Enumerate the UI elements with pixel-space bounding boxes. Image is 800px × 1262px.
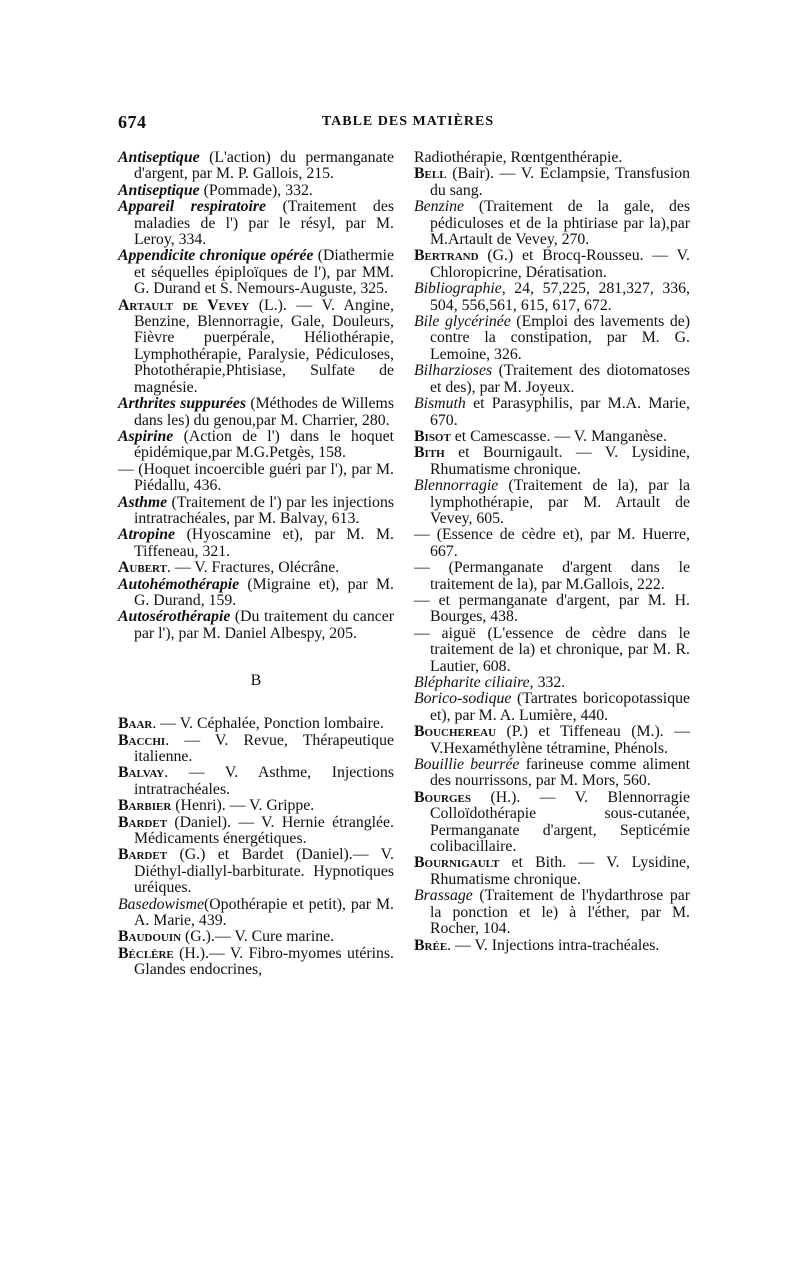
entry-text: — (Permanganate d'argent dans le traitement de la), par M.Gallois, 222. (414, 559, 690, 593)
entry-text: (Pommade), 332. (199, 181, 313, 199)
entry-text: et Bith. — V. Lysidine, Rhumatisme chronique. (430, 854, 690, 888)
running-title: TABLE DES MATIÈRES (321, 114, 495, 129)
entry-text: . — V. Céphalée, Ponction lombaire. (152, 715, 384, 733)
index-entry (118, 609, 394, 642)
entry-text: (G.) et Brocq-Rousseu. — V. Chloropicrine, Dératisation. (430, 247, 690, 281)
entry-text: et Bournigault. — V. Lysidine, Rhumatisme chronique. (430, 444, 690, 478)
entry-text: (Traitement de l') par les injections intratrachéales, par M. Balvay, 613. (134, 493, 394, 527)
index-entry (414, 757, 690, 790)
entry-author: Balvay (118, 764, 165, 782)
entry-heading: Aspirine (118, 427, 174, 445)
entry-heading: Bibliographie (414, 280, 502, 298)
index-entry (118, 716, 394, 732)
index-entry (414, 363, 690, 396)
entry-text: , 332. (529, 674, 566, 691)
entry-author: Bertrand (414, 247, 479, 265)
left-entries-after (118, 716, 394, 979)
entry-text: (Traitement de la), par la lymphothérapie, par M. Artault de Vevey, 605. (430, 477, 690, 527)
entry-author: Bith (414, 444, 445, 462)
entry-author: Bardet (118, 813, 168, 831)
section-letter-b: B (250, 672, 262, 690)
entry-heading: Borico-sodique (414, 690, 512, 708)
entry-heading: Asthme (118, 493, 168, 511)
entry-text: (Tartrates boricopotassique et), par M. A. Lumière, 440. (430, 690, 690, 724)
index-entry (414, 626, 690, 675)
index-entry (414, 593, 690, 626)
entry-text: (Méthodes de Willems dans les) du genou,par M. Charrier, 280. (134, 395, 394, 429)
entry-text: (Traitement de la gale, des pédiculoses et de la phtiriase par la),par M.Artault de Vevey, 270. (430, 198, 690, 249)
entry-author: Brée (414, 936, 448, 954)
page-header (118, 112, 698, 138)
left-column (118, 150, 394, 979)
index-entry (414, 527, 690, 560)
entry-heading: Atropine (118, 526, 176, 544)
index-entry (118, 495, 394, 528)
entry-heading: Benzine (414, 198, 465, 216)
index-entry (118, 199, 394, 248)
entry-text: (G.).— V. Cure marine. (181, 928, 335, 946)
entry-author: Artault de Vevey (118, 296, 250, 314)
entry-text: — et permanganate d'argent, par M. H. Bourges, 438. (414, 591, 690, 626)
index-entry (118, 527, 394, 560)
index-entry (118, 815, 394, 848)
entry-heading: Blennorragie (414, 477, 499, 495)
entry-author: Bardet (118, 846, 168, 864)
index-entry (118, 396, 394, 429)
index-entry (118, 929, 394, 945)
index-entry (414, 314, 690, 363)
index-entry (118, 248, 394, 297)
entry-author: Bell (414, 165, 447, 183)
index-entry (118, 560, 394, 576)
entry-text: . — V. Injections intra-trachéales. (447, 936, 660, 954)
entry-heading: Antiseptique (118, 149, 200, 166)
index-entry (118, 847, 394, 896)
entry-text: — (Hoquet incoercible guéri par l'), par M. Piédallu, 436. (118, 460, 394, 495)
entry-heading: Autosérothérapie (118, 608, 231, 626)
entry-author: Bournigault (414, 854, 500, 872)
entry-heading: Blépharite ciliaire (414, 674, 530, 691)
index-entry (118, 733, 394, 766)
index-entry (414, 281, 690, 314)
entry-heading: Antiseptique (118, 181, 200, 199)
index-entry (118, 897, 394, 930)
index-entry (414, 478, 690, 527)
index-entry (118, 765, 394, 798)
right-entries (414, 150, 690, 954)
index-entry (414, 396, 690, 429)
entry-text: (Daniel). — V. Hernie étranglée. Médicaments énergétiques. (134, 813, 394, 848)
entry-text: (Traitement des maladies de l') par le résyl, par M. Leroy, 334. (134, 198, 394, 249)
entry-text: (Emploi des lavements de) contre la constipation, par M. G. Lemoine, 326. (430, 313, 690, 363)
entry-text: (Traitement des diotomatoses et des), par M. Joyeux. (430, 362, 690, 396)
entry-text: , 24, 57,225, 281,327, 336, 504, 556,561, 615, 617, 672. (430, 280, 690, 314)
entry-text: (Diathermie et séquelles épiploïques de l'), par MM. G. Durand et S. Nemours-Auguste, 325. (134, 247, 395, 298)
index-entry (414, 790, 690, 856)
right-column (414, 150, 690, 954)
entry-heading: Bouillie beurrée (414, 756, 520, 774)
entry-text: (H.). — V. Blennorragie Colloïdothérapie sous-cutanée, Permanganate d'argent, Septicémie colibacillaire. (430, 788, 690, 856)
index-entry (118, 577, 394, 610)
page-number: 674 (118, 112, 147, 132)
entry-text: . — V. Asthme, Injections intratrachéales. (134, 764, 394, 798)
entry-heading: Brassage (414, 887, 473, 905)
index-entry (414, 560, 690, 593)
entry-heading: Bile glycérinée (414, 313, 511, 331)
index-entry (414, 675, 690, 691)
entry-author: Bisot (414, 427, 451, 445)
entry-text: (L.). — V. Angine, Benzine, Blennorragie, Gale, Douleurs, Fièvre puerpérale, Héliothérapie, Lymphothérapie, Paralysie, Pédiculoses, Photothérapie,Phtisiase, Sulfate de magnésie. (134, 296, 394, 396)
entry-text: (Henri). — V. Grippe. (171, 797, 315, 815)
index-entry (414, 166, 690, 199)
entry-heading: Bismuth (414, 395, 466, 413)
index-entry (414, 445, 690, 478)
entry-text: — (Essence de cèdre et), par M. Huerre, 667. (414, 526, 690, 560)
index-entry (118, 462, 394, 495)
entry-heading: Autohémothérapie (118, 575, 240, 593)
entry-text: Radiothérapie, Rœntgenthérapie. (414, 149, 623, 166)
index-entry (118, 429, 394, 462)
entry-text: (Opothérapie et petit), par M. A. Marie, 439. (134, 895, 394, 930)
entry-heading: Appareil respiratoire (118, 198, 267, 216)
entry-author: Barbier (118, 797, 172, 815)
index-entry (414, 938, 690, 954)
index-entry (118, 798, 394, 814)
index-entry (414, 855, 690, 888)
entry-text: farineuse comme aliment des nourrissons, par M. Mors, 560. (430, 756, 691, 790)
entry-text: (Action de l') dans le hoquet épidémique,par M.G.Petgès, 158. (134, 427, 394, 462)
entry-text: et Camescasse. — V. Manganèse. (450, 427, 667, 445)
entry-author: Bacchi (118, 731, 166, 749)
entry-author: Baudouin (118, 928, 182, 946)
entry-text: (Traitement de l'hydarthrose par la ponction et le) à l'éther, par M. Rocher, 104. (430, 887, 690, 938)
entry-text: (L'action) du permanganate d'argent, par M. P. Gallois, 215. (134, 149, 394, 183)
index-entry (118, 298, 394, 396)
entry-heading: Basedowisme (118, 895, 204, 913)
entry-text: . — V. Revue, Thérapeutique italienne. (134, 731, 394, 765)
index-entry (414, 888, 690, 937)
index-entry (414, 429, 690, 445)
index-entry (118, 946, 394, 979)
entry-author: Baar (118, 715, 153, 733)
index-entry (118, 150, 394, 183)
entry-text: — aiguë (L'essence de cèdre dans le traitement de la) et chronique, par M. R. Lautier, 608. (414, 624, 690, 675)
entry-author: Bourges (414, 788, 471, 806)
entry-text: (Bair). — V. Eclampsie, Transfusion du sang. (430, 165, 690, 199)
entry-heading: Bilharzioses (414, 362, 493, 380)
entry-heading: Arthrites suppurées (118, 395, 247, 413)
index-entry (414, 150, 690, 166)
entry-text: (Migraine et), par M. G. Durand, 159. (134, 575, 394, 609)
entry-text: (P.) et Tiffeneau (M.). — V.Hexaméthylène tétramine, Phénols. (430, 723, 690, 757)
entry-author: Béclère (118, 944, 174, 962)
entry-author: Bouchereau (414, 723, 497, 741)
entry-text: et Parasyphilis, par M.A. Marie, 670. (430, 395, 690, 429)
entry-text: (Hyoscamine et), par M. M. Tiffeneau, 321. (134, 526, 394, 560)
index-entry (414, 248, 690, 281)
index-entry (118, 183, 394, 199)
left-entries-before (118, 150, 394, 642)
entry-author: Aubert (118, 559, 167, 577)
entry-text: (H.).— V. Fibro-myomes utérins. Glandes endocrines, (134, 944, 394, 979)
index-entry (414, 691, 690, 724)
entry-text: (Du traitement du cancer par l'), par M. Daniel Albespy, 205. (134, 608, 394, 642)
entry-text: . — V. Fractures, Olécrâne. (166, 559, 340, 577)
index-entry (414, 199, 690, 248)
index-entry (414, 724, 690, 757)
entry-heading: Appendicite chronique opérée (118, 247, 314, 265)
entry-text: (G.) et Bardet (Daniel).— V. Diéthyl-diallyl-barbiturate. Hypnotiques uréiques. (134, 846, 394, 897)
